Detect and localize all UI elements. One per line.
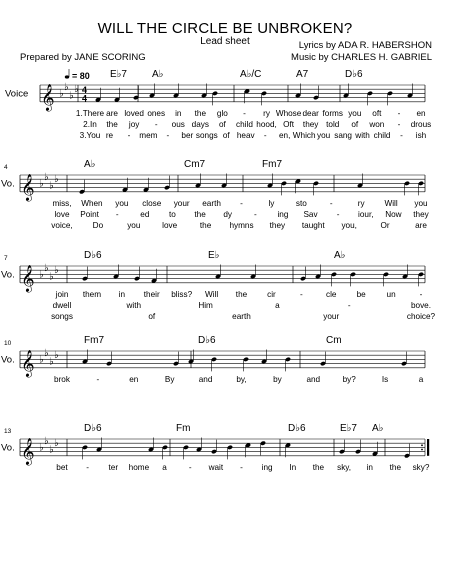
lyric-syllable: you	[115, 198, 129, 208]
flat-key-signature-icon: ♭	[59, 88, 64, 100]
final-barline	[427, 439, 429, 456]
lyric-syllable: sky?	[412, 462, 430, 472]
song-subtitle: Lead sheet	[200, 36, 250, 47]
lyric-syllable: choice?	[406, 311, 436, 321]
lyric-syllable: -	[154, 119, 158, 129]
lyric-syllable: -	[397, 108, 401, 118]
chord-symbol: Fm7	[84, 335, 104, 346]
staff-system-5	[1, 423, 430, 472]
lyric-syllable: be	[356, 289, 366, 299]
lyric-syllable: sang	[334, 130, 353, 140]
lyric-syllable: and	[306, 374, 321, 384]
lyric-syllable: the	[106, 119, 118, 129]
lyric-syllable: and	[198, 374, 213, 384]
lyric-syllable: en	[416, 108, 426, 118]
lyric-syllable: -	[397, 119, 401, 129]
flat-key-signature-icon: ♭	[39, 269, 44, 281]
chord-symbol: Fm7	[262, 159, 282, 170]
chord-symbol: A♭	[372, 423, 384, 434]
lyric-syllable: mem	[139, 130, 158, 140]
lyric-syllable: songs	[51, 311, 73, 321]
chord-symbol: Fm	[176, 423, 191, 434]
lyric-syllable: un	[386, 289, 396, 299]
lyric-syllable: you	[348, 108, 362, 118]
repeat-dot	[421, 449, 423, 451]
treble-clef-icon: 𝄞	[41, 83, 55, 110]
measure-number: 13	[4, 428, 12, 435]
flat-key-signature-icon: ♭	[54, 174, 59, 186]
lyric-syllable: When	[81, 198, 103, 208]
flat-key-signature-icon: ♭	[49, 271, 54, 283]
lyric-syllable: Point	[80, 209, 99, 219]
lyric-syllable: child	[373, 130, 391, 140]
lyric-syllable: by?	[342, 374, 356, 384]
lyricist-credit: Lyrics by ADA R. HABERSHON	[298, 40, 432, 51]
lyric-syllable: love	[54, 209, 70, 219]
lyric-syllable: -	[336, 209, 340, 219]
measure-number: 7	[4, 255, 8, 262]
lyric-syllable: of	[222, 130, 230, 140]
lyric-syllable: they	[302, 119, 319, 129]
lyric-syllable: love	[162, 220, 178, 230]
lyric-syllable: -	[240, 198, 243, 208]
lyric-syllable: hood,	[256, 119, 277, 129]
flat-key-signature-icon: ♭	[49, 180, 54, 192]
lyric-syllable: earth	[202, 198, 221, 208]
lyric-syllable: join	[55, 289, 69, 299]
lyric-syllable: you	[414, 198, 428, 208]
lyric-syllable: -	[419, 289, 423, 299]
lyric-syllable: loved	[124, 108, 144, 118]
lyric-syllable: ber	[181, 130, 194, 140]
lyric-syllable: Is	[381, 374, 389, 384]
flat-key-signature-icon: ♭	[44, 348, 49, 360]
lyric-syllable: -	[347, 300, 351, 310]
lyric-syllable: dy	[223, 209, 233, 219]
lyric-syllable: you,	[341, 220, 357, 230]
instrument-name: Voice	[5, 88, 29, 100]
lyric-syllable: -	[96, 374, 100, 384]
lyric-syllable: ing	[277, 209, 289, 219]
lyric-syllable: bove.	[410, 300, 432, 310]
treble-clef-icon: 𝄞	[21, 437, 35, 464]
measure-number: 10	[4, 340, 12, 347]
lyric-syllable: voice,	[51, 220, 73, 230]
staff-system-3	[1, 250, 436, 321]
lyric-syllable: taught	[301, 220, 325, 230]
lyric-syllable: ous	[171, 119, 185, 129]
flat-key-signature-icon: ♭	[44, 172, 49, 184]
lyric-syllable: Whose	[275, 108, 302, 118]
lyric-syllable: ones	[147, 108, 166, 118]
lyric-syllable: forms	[322, 108, 343, 118]
tempo-quarter-note-icon	[65, 75, 69, 78]
flat-key-signature-icon: ♭	[54, 350, 59, 362]
lyric-syllable: won	[369, 119, 385, 129]
lyric-syllable: in	[366, 462, 373, 472]
lyric-syllable: ing	[261, 462, 273, 472]
chord-symbol: D♭6	[198, 335, 216, 346]
lyric-syllable: -	[188, 462, 192, 472]
lyric-syllable: Will	[384, 198, 398, 208]
lyric-syllable: the	[312, 462, 325, 472]
lyric-syllable: ter	[108, 462, 119, 472]
lyric-syllable: you	[317, 130, 331, 140]
lyric-syllable: en	[129, 374, 139, 384]
chord-symbol: A♭/C	[240, 69, 262, 80]
lyric-syllable: to	[169, 209, 176, 219]
lyric-syllable: -	[329, 198, 333, 208]
lyric-syllable: Which	[292, 130, 316, 140]
lyric-syllable: dear	[302, 108, 319, 118]
lyric-syllable: days	[191, 119, 209, 129]
lyric-syllable: ly	[268, 198, 275, 208]
lyric-syllable: are	[415, 220, 427, 230]
flat-key-signature-icon: ♭	[39, 442, 44, 454]
instrument-name-short: Vo.	[1, 354, 15, 366]
lyric-syllable: songs	[195, 130, 218, 140]
chord-symbol: A♭	[334, 250, 346, 261]
composer-credit: Music by CHARLES H. GABRIEL	[291, 52, 432, 63]
staff-system-2	[1, 159, 430, 230]
instrument-name-short: Vo.	[1, 178, 15, 190]
lyric-syllable: -	[243, 108, 246, 118]
lyric-syllable: the	[199, 220, 212, 230]
lyric-syllable: Him	[198, 300, 213, 310]
treble-clef-icon: 𝄞	[21, 264, 35, 291]
chord-symbol: D♭6	[288, 423, 306, 434]
chord-symbol: E♭7	[340, 423, 357, 434]
lyric-syllable: 3.You	[79, 130, 101, 140]
lyric-syllable: with	[126, 300, 142, 310]
lyric-syllable: by,	[236, 374, 247, 384]
measure-number: 4	[4, 164, 8, 171]
lyric-syllable: your	[323, 311, 340, 321]
song-title: WILL THE CIRCLE BE UNBROKEN?	[97, 20, 353, 37]
chord-symbol: E♭7	[110, 69, 127, 80]
lyric-syllable: in	[175, 108, 182, 118]
lyric-syllable: of	[351, 119, 359, 129]
lyric-syllable: they	[413, 209, 429, 219]
lyric-syllable: ish	[415, 130, 427, 140]
chord-symbol: A7	[296, 69, 309, 80]
lyric-syllable: -	[115, 209, 119, 219]
treble-clef-icon: 𝄞	[21, 173, 35, 200]
lyric-syllable: your	[173, 198, 190, 208]
lyric-syllable: you	[127, 220, 141, 230]
time-signature-bottom: 4	[82, 93, 88, 104]
lyric-syllable: cir	[267, 289, 276, 299]
time-signature-top: 4	[82, 84, 88, 95]
chord-symbol: E♭	[208, 250, 220, 261]
lyric-syllable: miss,	[52, 198, 72, 208]
tempo-marking: = 80	[72, 71, 90, 81]
lyric-syllable: a	[162, 462, 167, 472]
flat-key-signature-icon: ♭	[54, 438, 59, 450]
lyric-syllable: joy	[128, 119, 140, 129]
lyric-syllable: in	[118, 289, 126, 299]
flat-key-signature-icon: ♭	[64, 82, 69, 94]
repeat-dot	[421, 444, 423, 446]
lyric-syllable: them	[82, 289, 102, 299]
flat-key-signature-icon: ♭	[39, 178, 44, 190]
treble-clef-icon: 𝄞	[21, 349, 35, 376]
lyric-syllable: child	[236, 119, 253, 129]
lyric-syllable: told	[326, 119, 340, 129]
lyric-syllable: en,	[279, 130, 291, 140]
lyric-syllable: the	[235, 289, 248, 299]
lyric-syllable: ry	[357, 198, 365, 208]
lyric-syllable: bliss?	[171, 289, 193, 299]
lyric-syllable: By	[164, 374, 175, 384]
lyric-syllable: In	[289, 462, 297, 472]
chord-symbol: D♭6	[84, 423, 102, 434]
lyric-syllable: -	[263, 130, 267, 140]
flat-key-signature-icon: ♭	[39, 354, 44, 366]
lyric-syllable: Now	[385, 209, 402, 219]
chord-symbol: A♭	[84, 159, 96, 170]
lyric-syllable: close	[142, 198, 162, 208]
lyric-syllable: re	[105, 130, 114, 140]
lyric-syllable: glo	[216, 108, 228, 118]
lyric-syllable: their	[143, 289, 160, 299]
lyric-syllable: with	[355, 130, 370, 140]
chord-symbol: A♭	[152, 69, 164, 80]
flat-key-signature-icon: ♭	[54, 265, 59, 277]
lyric-syllable: hymns	[229, 220, 254, 230]
lyric-syllable: ry	[263, 108, 270, 118]
lyric-syllable: Or	[380, 220, 390, 230]
lyric-syllable: the	[194, 209, 206, 219]
lyric-syllable: sto	[295, 198, 307, 208]
lyric-syllable: Sav	[303, 209, 318, 219]
lyric-syllable: ed	[140, 209, 150, 219]
staff-system-1	[5, 69, 431, 140]
flat-key-signature-icon: ♭	[74, 84, 79, 96]
lyric-syllable: drous	[410, 119, 432, 129]
lyric-syllable: -	[299, 289, 303, 299]
lyric-syllable: -	[253, 209, 257, 219]
arranger-credit: Prepared by JANE SCORING	[20, 52, 146, 63]
lyric-syllable: 1.There	[75, 108, 105, 118]
lyric-syllable: home	[128, 462, 150, 472]
chord-symbol: Cm	[326, 335, 342, 346]
lyric-syllable: earth	[232, 311, 251, 321]
instrument-name-short: Vo.	[1, 269, 15, 281]
flat-key-signature-icon: ♭	[49, 356, 54, 368]
lyric-syllable: sky,	[337, 462, 352, 472]
lyric-syllable: brok	[54, 374, 70, 384]
lyric-syllable: iour,	[358, 209, 374, 219]
lyric-syllable: cle	[326, 289, 337, 299]
lyric-syllable: -	[86, 462, 90, 472]
lyric-syllable: dwell	[52, 300, 72, 310]
lyric-syllable: 2.In	[83, 119, 97, 129]
lyric-syllable: a	[275, 300, 280, 310]
chord-symbol: D♭6	[345, 69, 363, 80]
chord-symbol: D♭6	[84, 250, 102, 261]
lyric-syllable: are	[106, 108, 118, 118]
staff-system-4	[1, 335, 425, 384]
lyric-syllable: of	[218, 119, 226, 129]
flat-key-signature-icon: ♭	[44, 263, 49, 275]
lyric-syllable: a	[418, 374, 424, 384]
flat-key-signature-icon: ♭	[44, 436, 49, 448]
flat-key-signature-icon: ♭	[69, 90, 74, 102]
lyric-syllable: -	[400, 130, 403, 140]
lyric-syllable: -	[166, 130, 170, 140]
lyric-syllable: the	[194, 108, 207, 118]
lyric-syllable: heav	[236, 130, 255, 140]
lyric-syllable: wait	[208, 462, 224, 472]
lyric-syllable: Do	[92, 220, 104, 230]
lyric-syllable: of	[148, 311, 156, 321]
lyric-syllable: bet	[56, 462, 68, 472]
lyric-syllable: oft	[372, 108, 382, 118]
lyric-syllable: Oft	[283, 119, 295, 129]
lyric-syllable: the	[389, 462, 402, 472]
lyric-syllable: -	[240, 462, 243, 472]
flat-key-signature-icon: ♭	[49, 444, 54, 456]
lyric-syllable: -	[127, 130, 131, 140]
instrument-name-short: Vo.	[1, 442, 15, 454]
lyric-syllable: Will	[204, 289, 219, 299]
lyric-syllable: they	[269, 220, 286, 230]
lyric-syllable: by	[273, 374, 282, 384]
chord-symbol: Cm7	[184, 159, 206, 170]
